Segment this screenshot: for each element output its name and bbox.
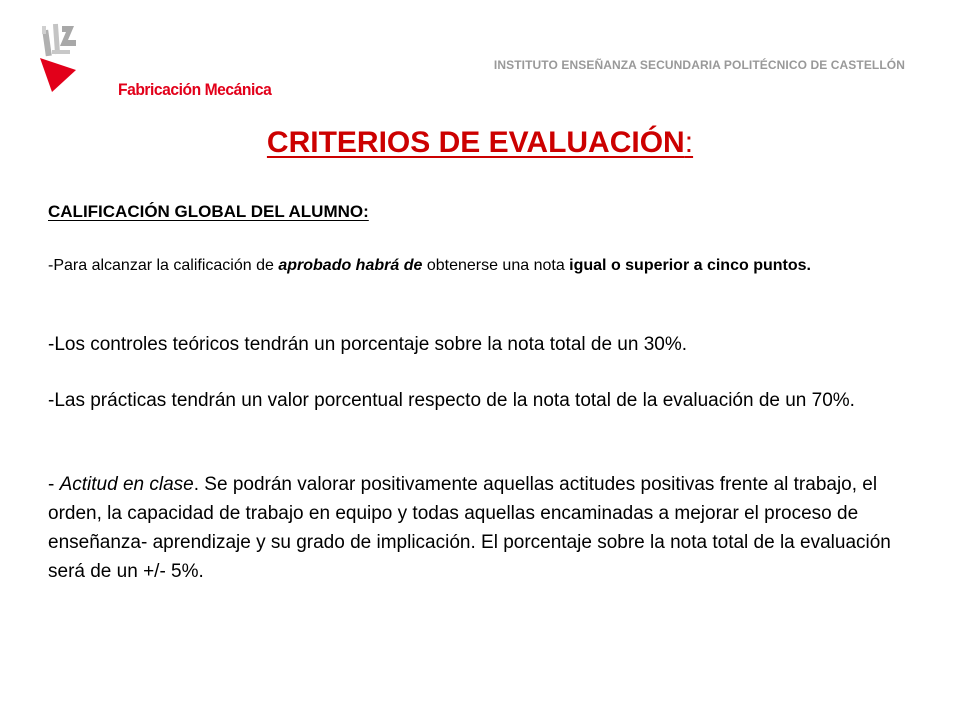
p1-part2: obtenerse una nota xyxy=(422,257,570,274)
paragraph-aprobado xyxy=(48,252,910,279)
p1-part1: -Para alcanzar la calificación de xyxy=(48,257,279,274)
fabricacion-mecanica-logo xyxy=(38,20,272,100)
logo-text: Fabricación Mecánica xyxy=(118,80,272,99)
page-title xyxy=(0,126,960,160)
p4-prefix: - xyxy=(48,474,60,495)
paragraph-practicas: -Las prácticas tendrán un valor porcentual respecto de la nota total de la evaluación de un 70%. xyxy=(48,390,855,411)
title-text: CRITERIOS DE EVALUACIÓN xyxy=(266,126,685,159)
p4-rest: . Se podrán valorar positivamente aquellas actitudes positivas frente al trabajo, el orden, la capacidad de trabajo en equipo y todas aquellas encaminadas a mejorar el proceso de enseñanza- aprendizaje y su grado de implicación. El porcentaje sobre la nota total de la evaluación será de un +/- 5%. xyxy=(48,474,891,582)
title-colon: : xyxy=(684,126,694,159)
paragraph-actitud xyxy=(48,470,910,586)
p1-bold: igual o superior a cinco puntos. xyxy=(569,257,811,274)
paragraph-controles: -Los controles teóricos tendrán un porcentaje sobre la nota total de un 30%. xyxy=(48,334,688,355)
p4-italic: Actitud en clase xyxy=(59,474,194,495)
gear-tools-icon xyxy=(38,20,118,100)
section-subtitle: CALIFICACIÓN GLOBAL DEL ALUMNO: xyxy=(48,202,369,221)
p1-bold-italic: aprobado habrá de xyxy=(278,257,423,274)
institute-name: INSTITUTO ENSEÑANZA SECUNDARIA POLITÉCNICO DE CASTELLÓN xyxy=(493,58,905,72)
